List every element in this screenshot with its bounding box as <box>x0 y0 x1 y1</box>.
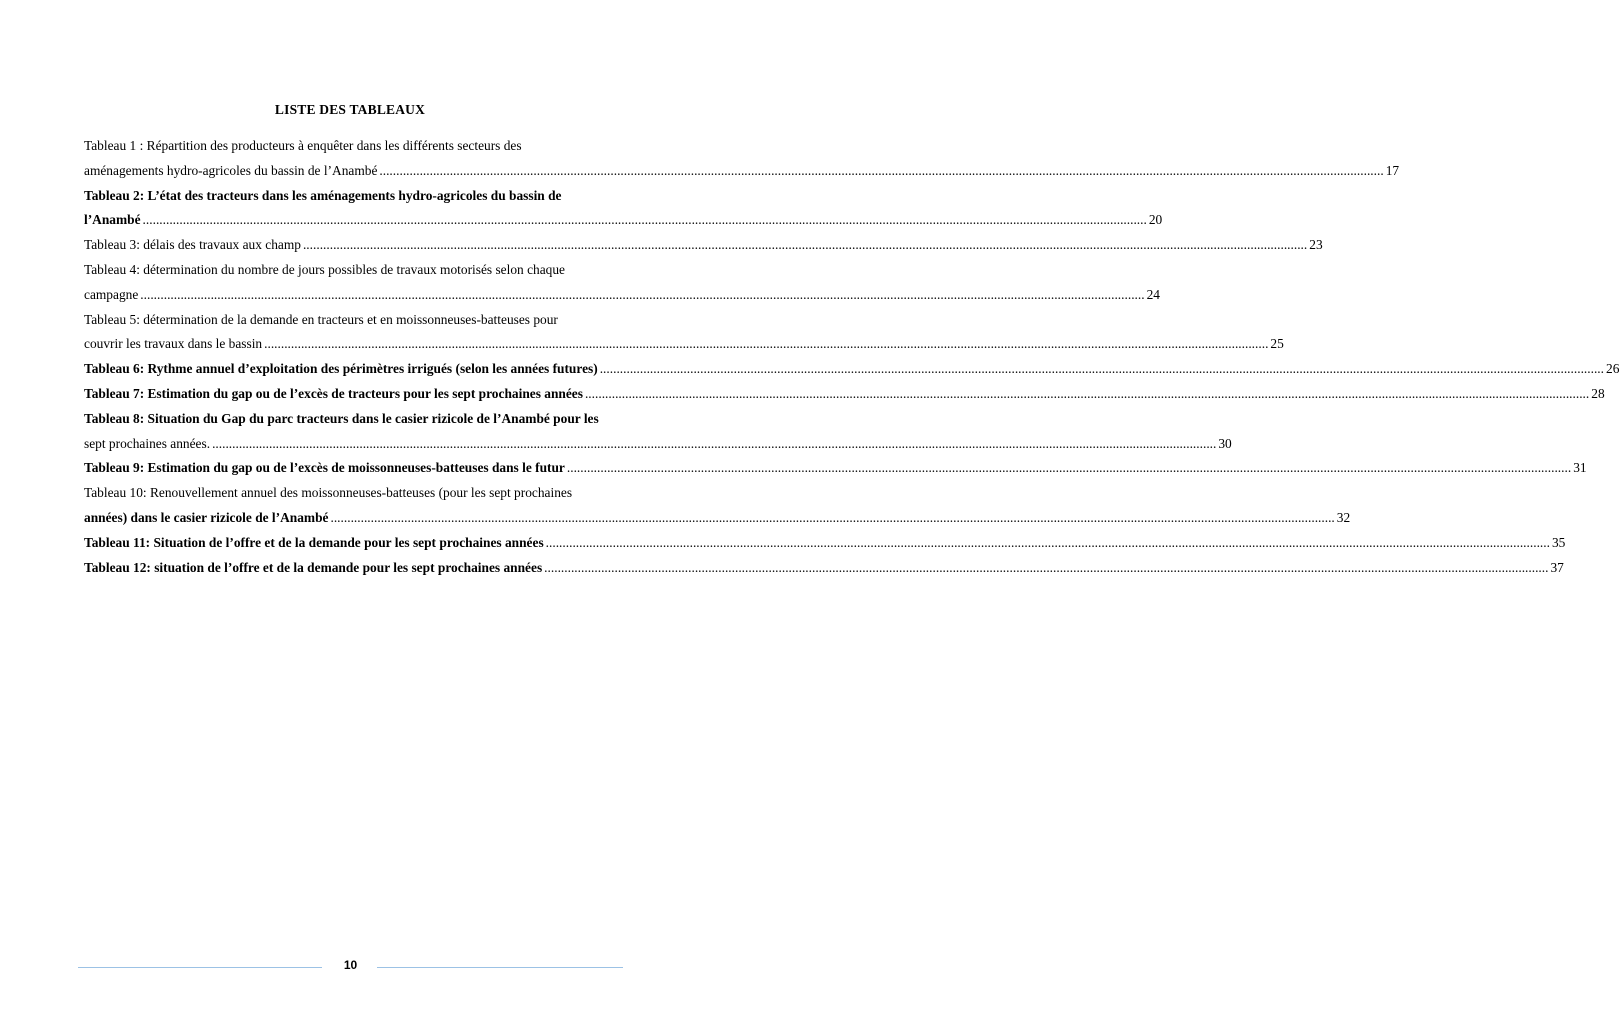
page-ref: 31 <box>1573 460 1587 476</box>
page-ref: 35 <box>1551 534 1566 550</box>
table-list <box>84 134 1619 580</box>
dot-leader <box>143 208 1147 233</box>
dot-leader <box>330 506 1334 531</box>
entry-text: Tableau 9: Estimation du gap ou de l’excès de moissonneuses-batteuses dans le futur <box>84 460 565 476</box>
dot-leader <box>140 283 1144 308</box>
entry-text: Tableau 2: L’état des tracteurs dans les aménagements hydro-agricoles du bassin de <box>84 187 562 203</box>
page-ref: 32 <box>1336 509 1351 525</box>
toc-entry-4[interactable] <box>84 258 1160 308</box>
entry-text: Tableau 12: situation de l’offre et de la demande pour les sept prochaines années <box>84 559 543 575</box>
dot-leader <box>264 332 1268 357</box>
page-title: LISTE DES TABLEAUX <box>274 102 426 117</box>
entry-text: Tableau 7: Estimation du gap ou de l’excès de tracteurs pour les sept prochaines années <box>84 385 583 401</box>
page-ref: 20 <box>1148 212 1163 228</box>
entry-text: Tableau 11: Situation de l’offre et de la demande pour les sept prochaines années <box>84 534 544 550</box>
toc-entry-1[interactable] <box>84 134 1400 184</box>
entry-text-cont: campagne <box>84 286 139 302</box>
page-ref: 28 <box>1591 385 1605 401</box>
dot-leader <box>212 432 1216 457</box>
page-ref: 37 <box>1550 559 1564 575</box>
entry-text: Tableau 10: Renouvellement annuel des moissonneuses-batteuses (pour les sept prochaines <box>84 485 573 501</box>
entry-text: Tableau 8: Situation du Gap du parc tracteurs dans le casier rizicole de l’Anambé pour les <box>84 410 599 426</box>
entry-text-cont: aménagements hydro-agricoles du bassin de l’Anambé <box>84 162 378 178</box>
dot-leader <box>303 233 1307 258</box>
footer-rule-right <box>377 967 623 968</box>
entry-text-cont: sept prochaines années. <box>84 435 211 451</box>
toc-entry-11[interactable] <box>84 531 1566 556</box>
toc-entry-2[interactable] <box>84 184 1163 234</box>
entry-text: Tableau 4: détermination du nombre de jours possibles de travaux motorisés selon chaque <box>84 261 566 277</box>
entry-text: Tableau 1 : Répartition des producteurs à enquêter dans les différents secteurs des <box>84 138 522 153</box>
entry-text-cont: couvrir les travaux dans le bassin <box>84 336 263 352</box>
dot-leader <box>600 357 1604 382</box>
toc-entry-7[interactable] <box>84 382 1605 407</box>
toc-entry-12[interactable] <box>84 556 1564 581</box>
page-ref: 30 <box>1218 435 1232 451</box>
page-ref: 25 <box>1270 336 1284 352</box>
toc-entry-6[interactable] <box>84 357 1619 382</box>
entry-text-cont: l’Anambé <box>84 212 141 228</box>
entry-text-cont: années) dans le casier rizicole de l’Anambé <box>84 509 329 525</box>
dot-leader <box>585 382 1589 407</box>
toc-entry-9[interactable] <box>84 456 1587 481</box>
toc-entry-5[interactable] <box>84 308 1284 358</box>
entry-text: Tableau 5: détermination de la demande en tracteurs et en moissonneuses-batteuses pour <box>84 311 558 327</box>
entry-text: Tableau 3: délais des travaux aux champ <box>84 237 301 253</box>
entry-text: Tableau 6: Rythme annuel d’exploitation des périmètres irrigués (selon les années futures) <box>84 361 598 377</box>
page-footer <box>78 958 623 978</box>
dot-leader <box>567 456 1571 481</box>
dot-leader <box>544 556 1548 581</box>
page-ref: 24 <box>1146 286 1160 302</box>
page-ref: 26 <box>1606 361 1619 377</box>
dot-leader <box>379 159 1383 184</box>
dot-leader <box>546 531 1550 556</box>
page-number: 10 <box>343 958 358 972</box>
page-ref: 17 <box>1385 162 1400 178</box>
toc-entry-8[interactable] <box>84 407 1232 457</box>
toc-entry-3[interactable] <box>84 233 1323 258</box>
toc-entry-10[interactable] <box>84 481 1351 531</box>
page-ref: 23 <box>1309 237 1323 253</box>
